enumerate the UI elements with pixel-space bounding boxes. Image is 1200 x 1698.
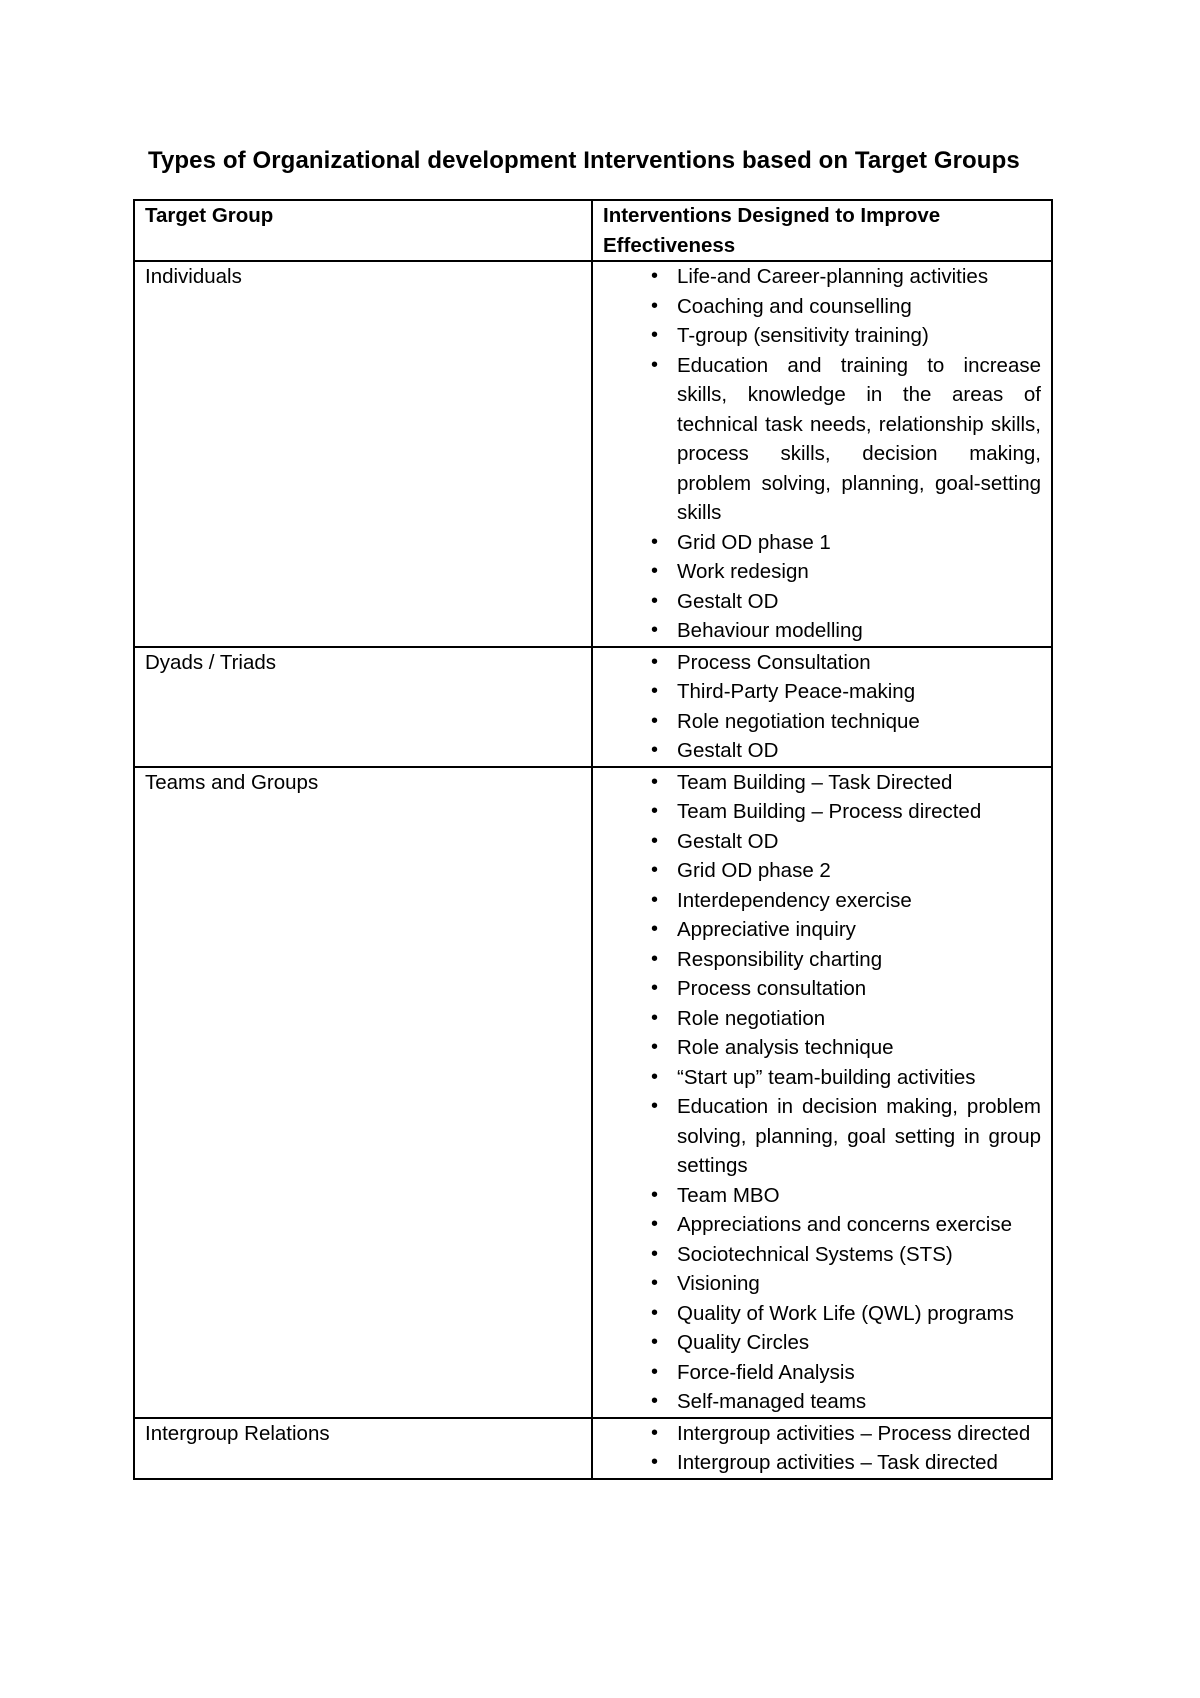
list-item: [603, 292, 1041, 322]
bullet-icon: •: [651, 1036, 659, 1058]
bullet-icon: •: [651, 265, 659, 287]
intervention-text: Visioning: [677, 1272, 760, 1295]
list-item: [603, 1358, 1041, 1388]
intervention-text: Grid OD phase 1: [677, 530, 831, 554]
header-interventions: Interventions Designed to Improve Effectiveness: [592, 200, 1052, 261]
target-group-cell: Intergroup Relations: [134, 1418, 592, 1479]
bullet-icon: •: [651, 589, 659, 612]
bullet-icon: •: [651, 294, 659, 317]
header-target-group: Target Group: [134, 200, 592, 261]
interventions-cell: [592, 647, 1052, 767]
bullet-icon: •: [651, 1360, 659, 1383]
bullet-icon: •: [651, 918, 659, 940]
bullet-icon: •: [651, 709, 659, 732]
list-item: [603, 915, 1041, 945]
list-item: [603, 736, 1041, 766]
table-header-row: [134, 200, 1052, 261]
intervention-text: Intergroup activities – Task directed: [677, 1451, 998, 1474]
interventions-list: [603, 262, 1041, 646]
bullet-icon: •: [651, 977, 659, 999]
list-item: [603, 945, 1041, 975]
bullet-icon: •: [651, 530, 659, 553]
intervention-text: Appreciative inquiry: [677, 918, 856, 941]
intervention-text: Appreciations and concerns exercise: [677, 1213, 1013, 1236]
target-group-cell: Teams and Groups: [134, 767, 592, 1418]
intervention-text: Coaching and counselling: [677, 294, 912, 318]
list-item: [603, 886, 1041, 916]
list-item: [603, 1448, 1041, 1478]
intervention-text: Sociotechnical Systems (STS): [677, 1242, 953, 1266]
bullet-icon: •: [651, 1242, 659, 1265]
list-item: [603, 1210, 1041, 1240]
list-item: [603, 1033, 1041, 1063]
list-item: [603, 1328, 1041, 1358]
intervention-text: Team Building – Process directed: [677, 800, 982, 823]
intervention-text: T-group (sensitivity training): [677, 324, 929, 347]
bullet-icon: •: [651, 1421, 659, 1444]
list-item: [603, 616, 1041, 646]
intervention-text: Quality of Work Life (QWL) programs: [677, 1301, 1014, 1325]
bullet-icon: •: [651, 947, 659, 970]
bullet-icon: •: [651, 829, 659, 852]
intervention-text: Gestalt OD: [677, 829, 779, 853]
list-item: [603, 528, 1041, 558]
bullet-icon: •: [651, 324, 659, 346]
intervention-text: Third-Party Peace-making: [677, 680, 916, 703]
target-group-cell: Individuals: [134, 261, 592, 647]
bullet-icon: •: [651, 560, 659, 582]
intervention-text: Life-and Career-planning activities: [677, 265, 989, 288]
list-item: [603, 1269, 1041, 1299]
intervention-text: Role analysis technique: [677, 1036, 894, 1059]
list-item: [603, 677, 1041, 707]
intervention-text: Behaviour modelling: [677, 619, 863, 642]
bullet-icon: •: [651, 888, 659, 911]
page-title: Types of Organizational development Interventions based on Target Groups: [148, 147, 1020, 174]
bullet-icon: •: [651, 1065, 659, 1088]
intervention-text: Responsibility charting: [677, 947, 883, 971]
bullet-icon: •: [651, 650, 659, 673]
list-item: [603, 1299, 1041, 1329]
intervention-text: Intergroup activities – Process directed: [677, 1421, 1031, 1445]
list-item: [603, 321, 1041, 351]
interventions-list: [603, 768, 1041, 1417]
list-item: [603, 707, 1041, 737]
list-item: [603, 1063, 1041, 1093]
list-item: [603, 262, 1041, 292]
list-item: [603, 1004, 1041, 1034]
bullet-icon: •: [651, 1331, 659, 1353]
intervention-text: Work redesign: [677, 560, 809, 583]
list-item: [603, 768, 1041, 798]
list-item: [603, 1240, 1041, 1270]
list-item: [603, 856, 1041, 886]
intervention-text: Education in decision making, problem solving, planning, goal setting in group settings: [677, 1095, 1041, 1177]
intervention-text: Interdependency exercise: [677, 888, 912, 912]
list-item: [603, 1181, 1041, 1211]
intervention-text: Grid OD phase 2: [677, 859, 831, 882]
bullet-icon: •: [651, 859, 659, 881]
interventions-list: [603, 648, 1041, 766]
interventions-table: [133, 199, 1053, 1480]
intervention-text: “Start up” team-building activities: [677, 1065, 976, 1089]
interventions-cell: [592, 261, 1052, 647]
bullet-icon: •: [651, 1095, 659, 1117]
bullet-icon: •: [651, 1006, 659, 1029]
bullet-icon: •: [651, 353, 659, 376]
table-row: [134, 647, 1052, 767]
bullet-icon: •: [651, 739, 659, 761]
table-row: [134, 1418, 1052, 1479]
table-row: [134, 261, 1052, 647]
intervention-text: Role negotiation technique: [677, 709, 920, 733]
target-group-cell: Dyads / Triads: [134, 647, 592, 767]
intervention-text: Team Building – Task Directed: [677, 770, 953, 794]
list-item: [603, 587, 1041, 617]
bullet-icon: •: [651, 1213, 659, 1235]
intervention-text: Self-managed teams: [677, 1390, 867, 1413]
list-item: [603, 351, 1041, 528]
intervention-text: Process Consultation: [677, 650, 871, 674]
intervention-text: Process consultation: [677, 977, 867, 1000]
bullet-icon: •: [651, 770, 659, 793]
interventions-cell: [592, 1418, 1052, 1479]
bullet-icon: •: [651, 1301, 659, 1324]
bullet-icon: •: [651, 619, 659, 641]
table-row: [134, 767, 1052, 1418]
list-item: [603, 974, 1041, 1004]
list-item: [603, 1092, 1041, 1181]
bullet-icon: •: [651, 1390, 659, 1412]
list-item: [603, 648, 1041, 678]
table-body: [134, 261, 1052, 1479]
bullet-icon: •: [651, 1183, 659, 1206]
list-item: [603, 557, 1041, 587]
bullet-icon: •: [651, 800, 659, 822]
interventions-cell: [592, 767, 1052, 1418]
intervention-text: Force-field Analysis: [677, 1360, 855, 1384]
intervention-text: Quality Circles: [677, 1331, 810, 1354]
intervention-text: Gestalt OD: [677, 589, 779, 613]
list-item: [603, 797, 1041, 827]
interventions-list: [603, 1419, 1041, 1478]
bullet-icon: •: [651, 1451, 659, 1473]
list-item: [603, 1387, 1041, 1417]
intervention-text: Education and training to increase skills, knowledge in the areas of technical task needs, relationship skills, process skills, decision making, problem solving, planning, goal-setting skills: [677, 353, 1041, 524]
list-item: [603, 1419, 1041, 1449]
intervention-text: Gestalt OD: [677, 739, 779, 762]
bullet-icon: •: [651, 1272, 659, 1294]
list-item: [603, 827, 1041, 857]
intervention-text: Role negotiation: [677, 1006, 826, 1030]
bullet-icon: •: [651, 680, 659, 702]
intervention-text: Team MBO: [677, 1183, 780, 1207]
